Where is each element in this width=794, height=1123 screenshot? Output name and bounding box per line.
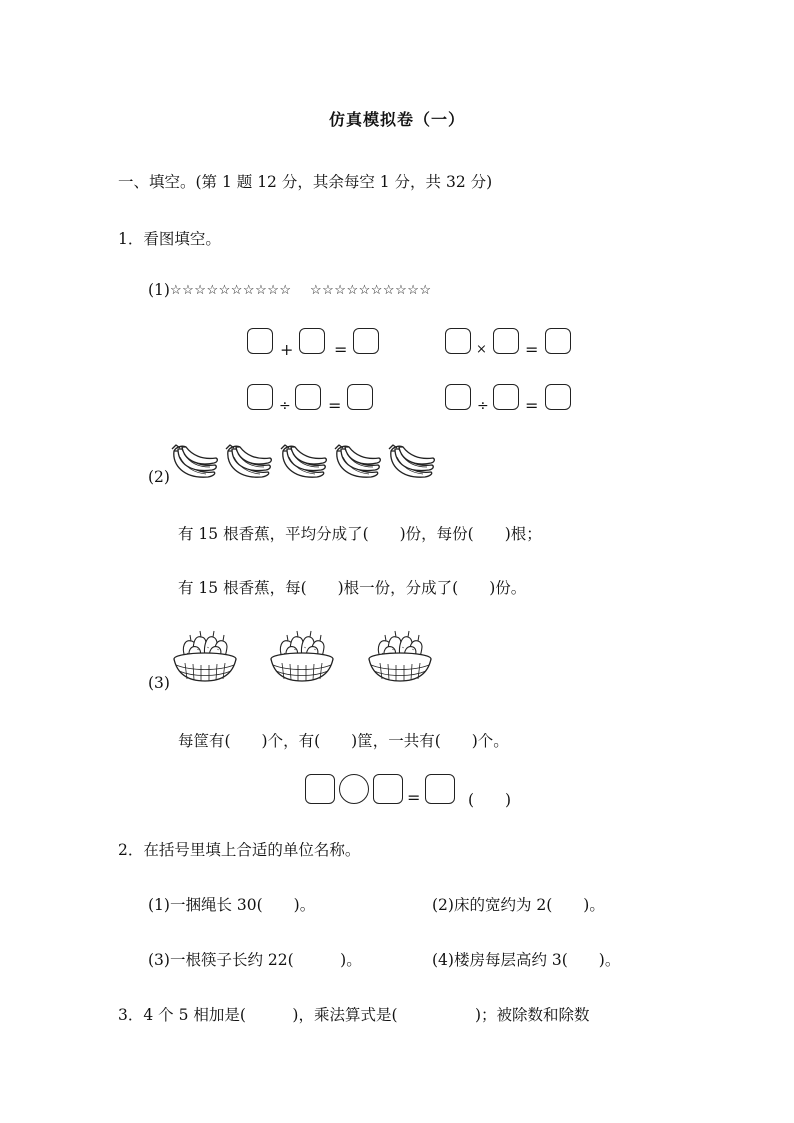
banana-bunch-icon [279,443,327,487]
banana-bunch-icon [170,443,218,487]
part-3-label: (3) [148,674,170,692]
answer-box[interactable] [445,328,471,354]
answer-box[interactable] [545,328,571,354]
banana-question-line-1: 有 15 根香蕉，平均分成了( )份，每份( )根； [178,525,542,543]
q2-item-1: (1)一捆绳长 30( )。 [148,896,316,914]
star-group-2: ☆☆☆☆☆☆☆☆☆☆ [310,283,432,298]
banana-question-line-2: 有 15 根香蕉，每( )根一份，分成了( )份。 [178,579,527,597]
answer-box[interactable] [295,384,321,410]
answer-box[interactable] [493,328,519,354]
basket-question-line: 每筐有( )个，有( )筐，一共有( )个。 [178,732,509,750]
banana-bunch-icon [224,443,272,487]
answer-box[interactable] [247,384,273,410]
answer-box[interactable] [299,328,325,354]
section-heading: 一、填空。(第 1 题 12 分，其余每空 1 分，共 32 分) [118,173,493,191]
times-sign: × [476,342,487,357]
operator-circle[interactable] [339,774,369,804]
unit-parenthesis: ( ) [468,791,512,809]
star-group-1: ☆☆☆☆☆☆☆☆☆☆ [170,283,292,298]
plus-sign: + [280,340,294,359]
divide-sign: ÷ [279,398,291,414]
answer-box[interactable] [373,774,403,804]
q2-item-2: (2)床的宽约为 2( )。 [432,896,605,914]
answer-box[interactable] [347,384,373,410]
divide-sign: ÷ [477,398,489,414]
page-title: 仿真模拟卷（一） [328,110,465,129]
answer-box[interactable] [445,384,471,410]
answer-box[interactable] [247,328,273,354]
answer-box[interactable] [425,774,455,804]
q2-item-4: (4)楼房每层高约 3( )。 [432,951,621,969]
pear-basket-icon [268,627,336,689]
part-1-label: (1) [148,281,170,299]
pear-basket-icon [366,627,434,689]
equals-sign: = [525,396,539,415]
equals-sign: = [407,788,421,807]
answer-box[interactable] [493,384,519,410]
banana-bunch-icon [387,443,435,487]
pear-basket-icon [171,627,239,689]
question-3-stem: 3．4 个 5 相加是( )，乘法算式是( )；被除数和除数 [118,1006,590,1024]
equals-sign: = [328,396,342,415]
question-1-stem: 1．看图填空。 [118,230,221,248]
equals-sign: = [334,340,348,359]
answer-box[interactable] [545,384,571,410]
answer-box[interactable] [305,774,335,804]
answer-box[interactable] [353,328,379,354]
equals-sign: = [525,340,539,359]
part-2-label: (2) [148,468,170,486]
question-2-stem: 2．在括号里填上合适的单位名称。 [118,841,361,859]
q2-item-3: (3)一根筷子长约 22( )。 [148,951,362,969]
banana-bunch-icon [333,443,381,487]
